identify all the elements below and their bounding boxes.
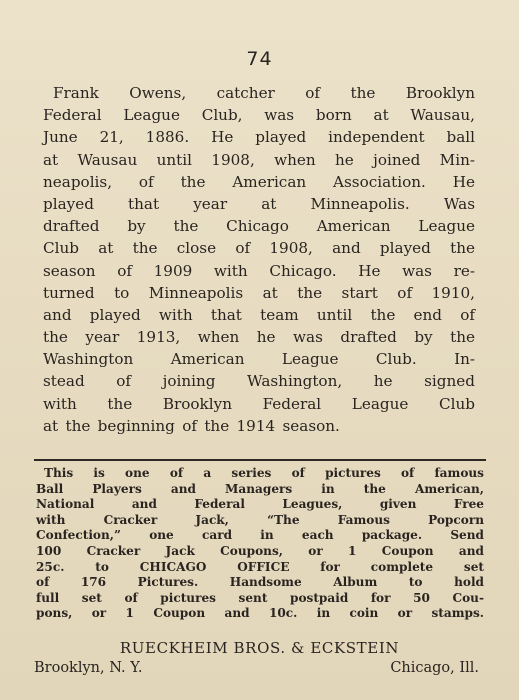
bio-line: and played with that team until the end of bbox=[43, 305, 475, 324]
section-divider bbox=[34, 459, 486, 461]
bio-line: the year 1913, when he was drafted by the bbox=[43, 328, 475, 347]
bio-line: Club at the close of 1908, and played the bbox=[43, 239, 475, 258]
bio-line: stead of joining Washington, he signed bbox=[43, 372, 475, 391]
publisher-name: RUECKHEIM BROS. & ECKSTEIN bbox=[119, 639, 400, 657]
notice-line: full set of pictures sent postpaid for 50 Cou- bbox=[36, 590, 484, 605]
bio-line: with the Brooklyn Federal League Club bbox=[43, 394, 475, 413]
card-number: 74 bbox=[246, 48, 273, 70]
bio-line: Washington American League Club. In- bbox=[43, 350, 475, 369]
bio-line: drafted by the Chicago American League bbox=[43, 217, 475, 236]
bio-line: season of 1909 with Chicago. He was re- bbox=[43, 261, 475, 280]
bio-line: neapolis, of the American Association. He bbox=[43, 172, 475, 191]
notice-line: 25c. to CHICAGO OFFICE for complete set bbox=[36, 559, 484, 574]
player-biography bbox=[43, 82, 475, 437]
bio-line: played that year at Minneapolis. Was bbox=[43, 194, 475, 213]
bio-line: at Wausau until 1908, when he joined Min- bbox=[43, 150, 475, 169]
notice-line: Confection,” one card in each package. Send bbox=[36, 528, 484, 543]
bio-line: June 21, 1886. He played independent ball bbox=[43, 128, 475, 147]
bio-line: Federal League Club, was born at Wausau, bbox=[43, 106, 475, 125]
notice-line: of 176 Pictures. Handsome Album to hold bbox=[36, 575, 484, 590]
notice-line: National and Federal Leagues, given Free bbox=[36, 497, 484, 512]
notice-line: pons, or 1 Coupon and 10c. in coin or stamps. bbox=[36, 606, 484, 621]
bio-line: turned to Minneapolis at the start of 1910, bbox=[43, 283, 475, 302]
notice-line: with Cracker Jack, “The Famous Popcorn bbox=[36, 512, 484, 527]
bio-line: at the beginning of the 1914 season. bbox=[43, 416, 340, 435]
notice-line: 100 Cracker Jack Coupons, or 1 Coupon and bbox=[36, 543, 484, 558]
notice-line: This is one of a series of pictures of famous bbox=[44, 466, 484, 480]
publisher-city-brooklyn: Brooklyn, N. Y. bbox=[34, 660, 143, 676]
notice-line: Ball Players and Managers in the American, bbox=[36, 481, 484, 496]
promotion-notice bbox=[36, 466, 484, 622]
publisher-city-chicago: Chicago, Ill. bbox=[390, 660, 479, 676]
bio-line: Frank Owens, catcher of the Brooklyn bbox=[53, 84, 475, 102]
